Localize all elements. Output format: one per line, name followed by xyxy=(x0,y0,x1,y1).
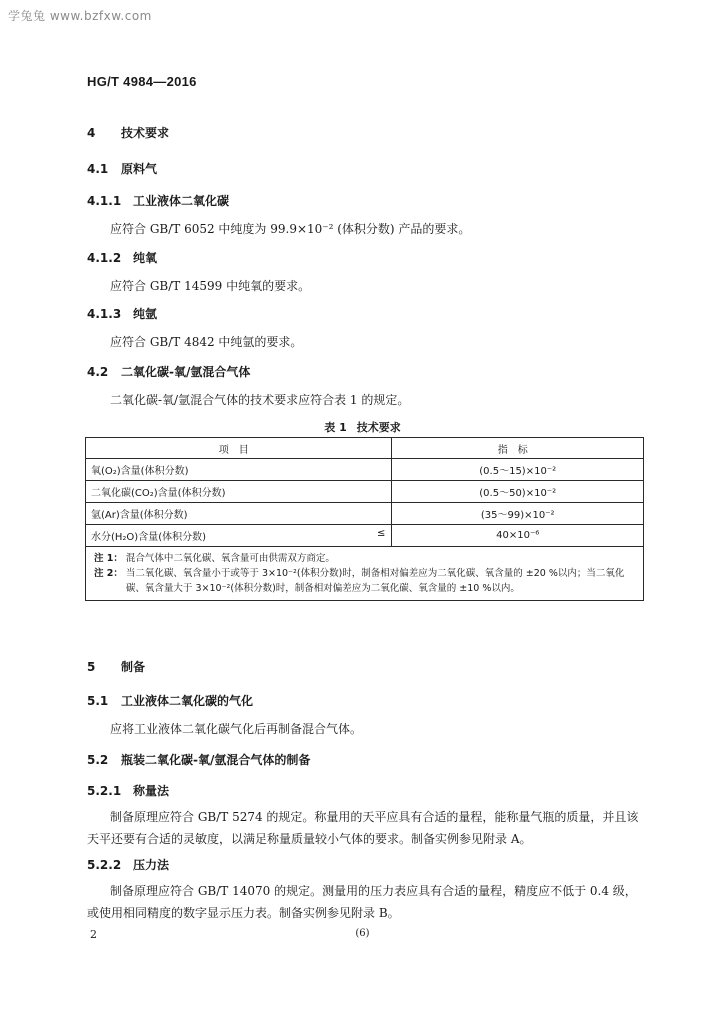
note-text: 当二氧化碳、氧含量小于或等于 3×10⁻²(体积分数)时，制备相对偏差应为二氧化碳、氧含量的 ±20 %以内；当二氧化碳、氧含量大于 3×10⁻²(体积分数)时，制备相对偏差应为二氧化碳、氧含量的 ±10 %以内。 xyxy=(125,568,625,594)
note-text: 混合气体中二氧化碳、氧含量可由供需双方商定。 xyxy=(125,553,335,564)
header-item: 项目 xyxy=(86,438,392,459)
section-title: 二氧化碳-氧/氩混合气体 xyxy=(121,365,251,379)
section-4-1-1-heading xyxy=(87,192,229,209)
section-number: 4 xyxy=(87,126,96,140)
row-value-water: 40×10⁻⁶ xyxy=(392,525,644,547)
table-row xyxy=(86,525,644,547)
table-header-row xyxy=(86,438,644,459)
section-number: 4.1.3 xyxy=(87,307,122,321)
section-5-2-2-heading xyxy=(87,856,169,873)
row-item-argon xyxy=(86,503,392,525)
le-mark: ≤ xyxy=(377,528,386,539)
section-number: 5.2.2 xyxy=(87,858,122,872)
section-4-1-heading xyxy=(87,160,157,177)
section-4-1-2-heading xyxy=(87,249,157,266)
section-number: 4.1.1 xyxy=(87,194,122,208)
row-item-oxygen xyxy=(86,459,392,481)
section-number: 4.1 xyxy=(87,162,109,176)
note-label: 注 2： xyxy=(94,568,123,579)
section-5-heading xyxy=(87,658,145,675)
section-number: 5.2 xyxy=(87,753,109,767)
table-caption xyxy=(0,419,725,435)
section-title: 技术要求 xyxy=(121,126,170,140)
section-title: 工业液体二氧化碳 xyxy=(133,194,230,208)
item-label: 氩(Ar)含量(体积分数) xyxy=(91,510,188,521)
footer-center-mark: (6) xyxy=(355,928,370,939)
section-5-1-heading xyxy=(87,692,253,709)
section-number: 5.2.1 xyxy=(87,784,122,798)
section-title: 原料气 xyxy=(121,162,158,176)
note-label: 注 1： xyxy=(94,553,123,564)
section-title: 制备 xyxy=(121,660,146,674)
section-4-2-heading xyxy=(87,363,250,380)
section-4-heading xyxy=(87,124,169,141)
section-title: 纯氧 xyxy=(133,251,158,265)
section-4-2-text: 二氧化碳-氧/氩混合气体的技术要求应符合表 1 的规定。 xyxy=(110,393,410,407)
section-5-2-1-text: 制备原理应符合 GB/T 5274 的规定。称量用的天平应具有合适的量程，能称量气瓶的质量，并且该天平还要有合适的灵敏度，以满足称量质量较小气体的要求。制备实例参见附录 A。 xyxy=(87,810,639,846)
standard-code: HG/T 4984—2016 xyxy=(87,74,197,89)
row-value-co2: (0.5～50)×10⁻² xyxy=(392,481,644,503)
row-value-argon: (35～99)×10⁻² xyxy=(392,503,644,525)
row-item-co2 xyxy=(86,481,392,503)
section-5-2-2-text: 制备原理应符合 GB/T 14070 的规定。测量用的压力表应具有合适的量程，精度应不低于 0.4 级，或使用相同精度的数字显示压力表。制备实例参见附录 B。 xyxy=(87,884,637,920)
table-caption-label: 表 1 xyxy=(324,421,347,434)
table-row xyxy=(86,481,644,503)
section-4-1-3-heading xyxy=(87,305,157,322)
table-caption-title: 技术要求 xyxy=(356,421,401,434)
section-5-2-heading xyxy=(87,751,310,768)
section-4-1-1-text: 应符合 GB/T 6052 中纯度为 99.9×10⁻² (体积分数) 产品的要求。 xyxy=(110,222,471,236)
note-1 xyxy=(94,551,635,566)
section-4-1-3-text: 应符合 GB/T 4842 中纯氩的要求。 xyxy=(110,335,303,349)
table-row xyxy=(86,459,644,481)
watermark: 学兔兔 www.bzfxw.com xyxy=(8,9,152,23)
table-notes xyxy=(86,547,644,601)
note-2 xyxy=(94,566,635,596)
section-number: 4.1.2 xyxy=(87,251,122,265)
section-title: 称量法 xyxy=(133,784,170,798)
page-number: 2 xyxy=(90,928,97,941)
section-title: 纯氩 xyxy=(133,307,158,321)
section-title: 瓶装二氧化碳-氧/氩混合气体的制备 xyxy=(121,753,311,767)
table-row xyxy=(86,503,644,525)
table-notes-row xyxy=(86,547,644,601)
item-label: 水分(H₂O)含量(体积分数) xyxy=(91,532,207,543)
section-title: 压力法 xyxy=(133,858,170,872)
item-label: 二氧化碳(CO₂)含量(体积分数) xyxy=(91,488,226,499)
section-5-2-1-heading xyxy=(87,782,169,799)
row-value-oxygen: (0.5～15)×10⁻² xyxy=(392,459,644,481)
header-value: 指标 xyxy=(392,438,644,459)
section-5-1-text: 应将工业液体二氧化碳气化后再制备混合气体。 xyxy=(110,722,363,736)
spec-table xyxy=(85,437,644,601)
section-title: 工业液体二氧化碳的气化 xyxy=(121,694,254,708)
item-label: 氧(O₂)含量(体积分数) xyxy=(91,466,189,477)
section-number: 4.2 xyxy=(87,365,109,379)
section-number: 5 xyxy=(87,660,96,674)
row-item-water xyxy=(86,525,392,547)
section-number: 5.1 xyxy=(87,694,109,708)
section-4-1-2-text: 应符合 GB/T 14599 中纯氧的要求。 xyxy=(110,279,311,293)
